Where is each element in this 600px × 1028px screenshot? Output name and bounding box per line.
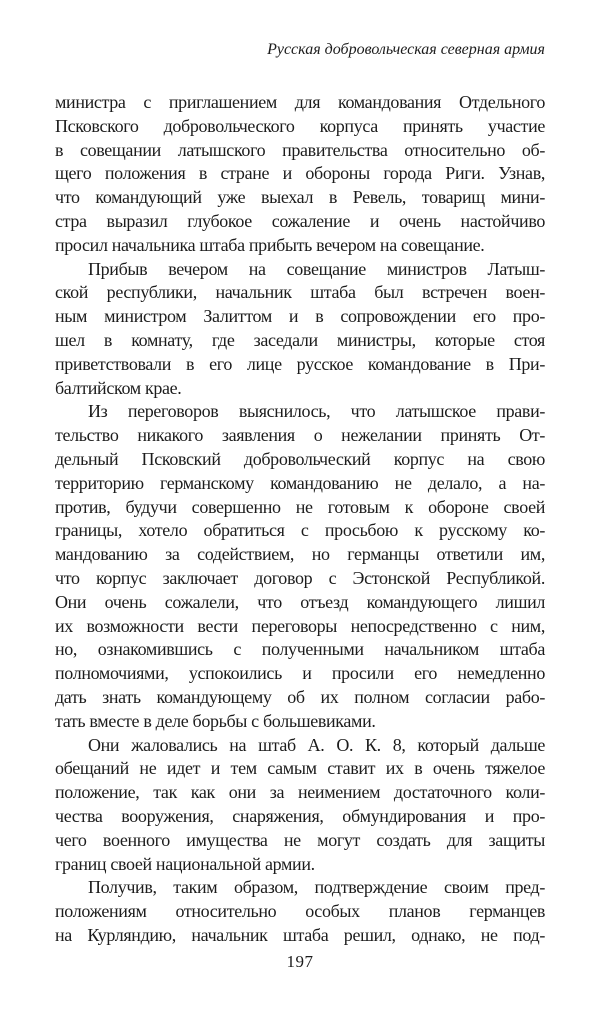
- text-line: Получив, таким образом, подтверждение своим пред-: [88, 877, 545, 898]
- paragraph: [55, 91, 545, 258]
- text-line: полномочиями, успокоились и просили его немедленно: [55, 663, 545, 684]
- text-line: положениям относительно особых планов германцев: [55, 901, 545, 922]
- text-line: чего военного имущества не могут создать для защиты: [55, 829, 545, 850]
- text-line: щего положения в стране и обороны города Риги. Узнав,: [55, 163, 545, 184]
- text-line: приветствовали в его лице русское командование в При-: [55, 353, 545, 374]
- text-line: границ своей национальной армии.: [55, 853, 315, 874]
- running-header: [55, 40, 545, 60]
- text-line: что корпус заключает договор с Эстонской Республикой.: [55, 567, 545, 588]
- text-line: ской республики, начальник штаба был встречен воен-: [55, 282, 545, 303]
- text-line: ным министром Залиттом и в сопровождении его про-: [55, 306, 545, 327]
- running-title: Русская добровольческая северная армия: [267, 41, 545, 58]
- text-line: в совещании латышского правительства относительно об-: [55, 139, 545, 160]
- page-text: [55, 91, 545, 948]
- text-line: но, ознакомившись с полученными начальником штаба: [55, 639, 545, 660]
- text-line: дать знать командующему об их полном согласии рабо-: [55, 686, 545, 707]
- text-line: чества вооружения, снаряжения, обмундирования и про-: [55, 805, 545, 826]
- text-line: Из переговоров выяснилось, что латышское прави-: [88, 401, 545, 422]
- text-line: просил начальника штаба прибыть вечером на совещание.: [55, 234, 485, 255]
- text-line: Прибыв вечером на совещание министров Латыш-: [88, 258, 545, 279]
- text-line: тать вместе в деле борьбы с большевиками.: [55, 710, 376, 731]
- text-line: против, будучи совершенно не готовым к обороне своей: [55, 496, 545, 517]
- text-line: что командующий уже выехал в Ревель, товарищ мини-: [55, 187, 545, 208]
- text-line: положение, так как они за неимением достаточного коли-: [55, 782, 545, 803]
- text-line: шел в комнату, где заседали министры, которые стоя: [55, 329, 545, 350]
- page-number: 197: [286, 952, 314, 971]
- text-line: мандованию за содействием, но германцы ответили им,: [55, 544, 545, 565]
- text-line: Они жаловались на штаб А. О. К. 8, который дальше: [88, 734, 545, 755]
- text-line: границы, хотело обратиться с просьбою к русскому ко-: [55, 520, 545, 541]
- text-line: Они очень сожалели, что отъезд командующего лишил: [55, 591, 545, 612]
- paragraph: [55, 400, 545, 733]
- text-line: их возможности вести переговоры непосредственно с ним,: [55, 615, 545, 636]
- text-line: обещаний не идет и тем самым ставит их в очень тяжелое: [55, 758, 545, 779]
- text-line: на Курляндию, начальник штаба решил, однако, не под-: [55, 924, 545, 945]
- paragraph: [55, 258, 545, 401]
- text-line: дельный Псковский добровольческий корпус на свою: [55, 448, 545, 469]
- text-line: тельство никакого заявления о нежелании принять От-: [55, 425, 545, 446]
- paragraph: [55, 876, 545, 947]
- text-line: Псковского добровольческого корпуса принять участие: [55, 115, 545, 136]
- text-line: территорию германскому командованию не делало, а на-: [55, 472, 545, 493]
- paragraph: [55, 734, 545, 877]
- text-line: балтийском крае.: [55, 377, 182, 398]
- text-line: стра выразил глубокое сожаление и очень настойчиво: [55, 210, 545, 231]
- text-line: министра с приглашением для командования Отдельного: [55, 92, 545, 112]
